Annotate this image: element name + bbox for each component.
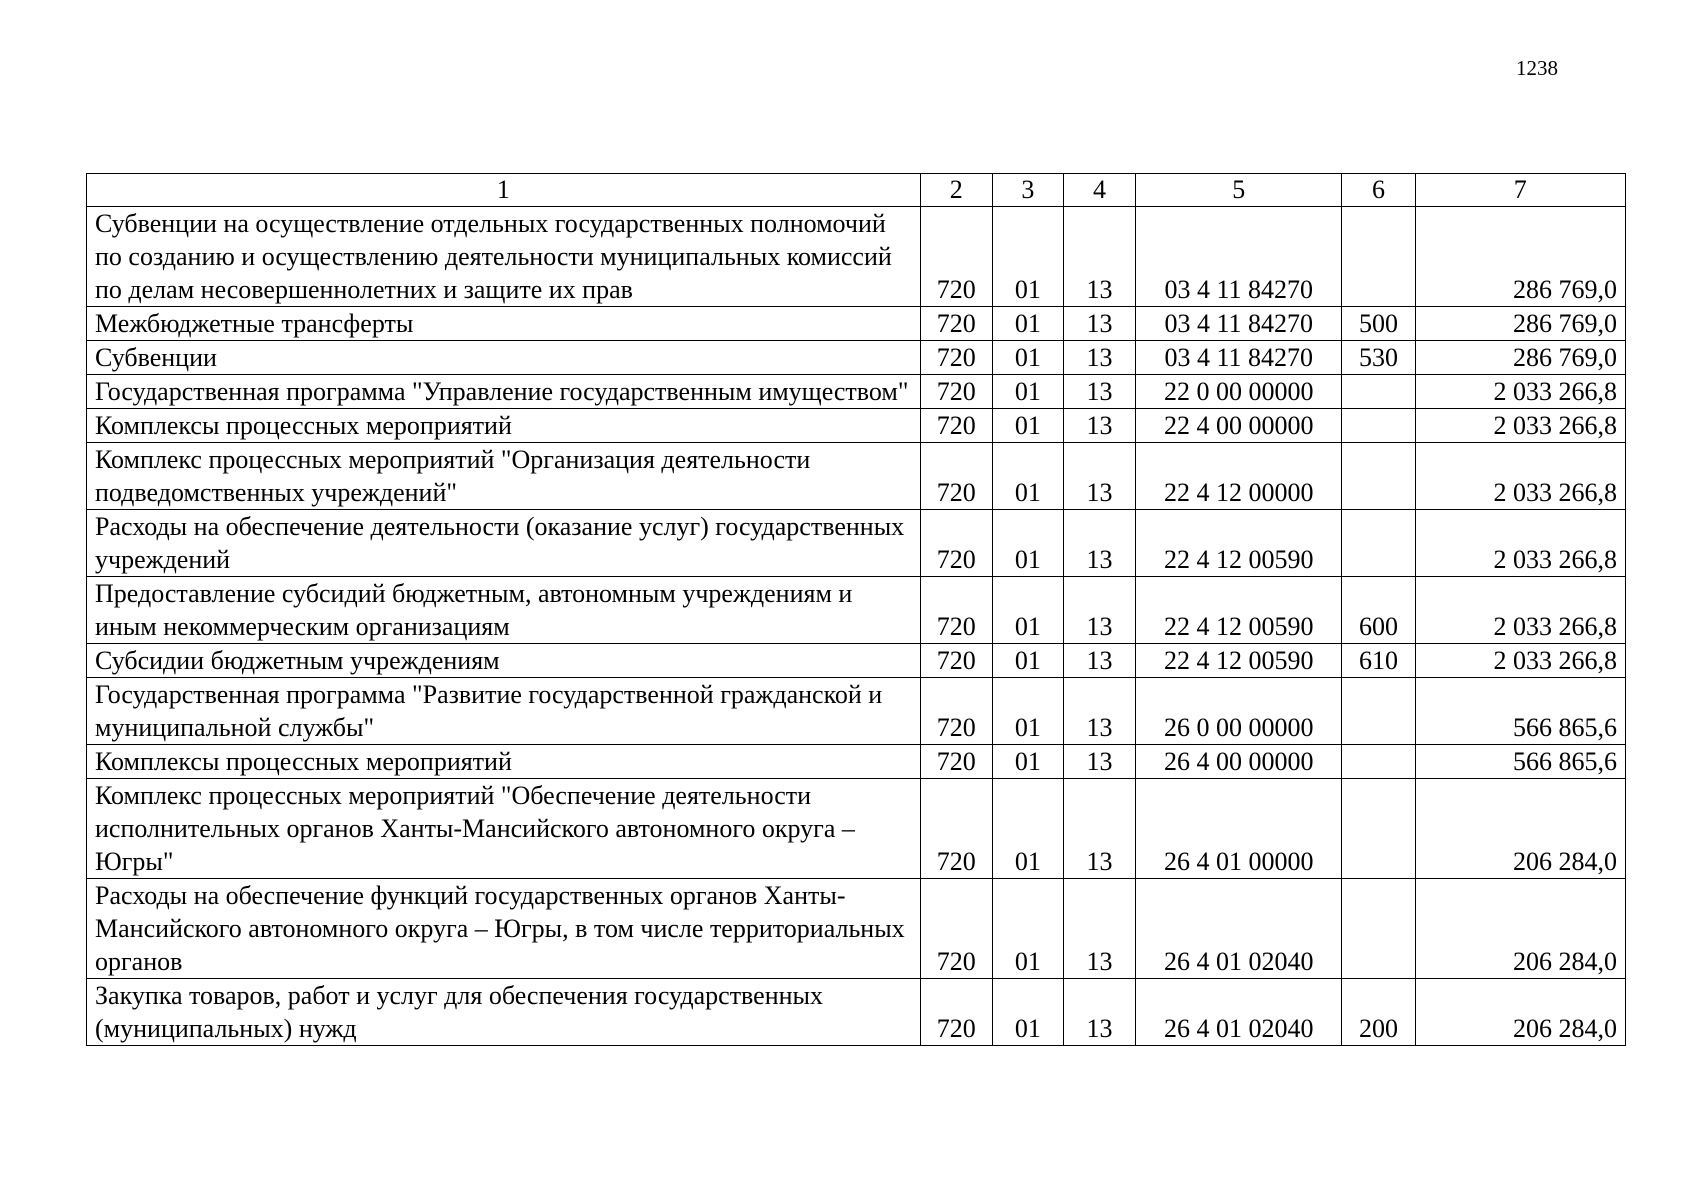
table-row xyxy=(87,207,1626,307)
expense-type-code xyxy=(1342,745,1415,779)
target-article-code: 03 4 11 84270 xyxy=(1136,307,1342,341)
item-name: Предоставление субсидий бюджетным, автономным учреждениям и иным некоммерческим организациям xyxy=(87,577,921,644)
section-code: 01 xyxy=(992,443,1063,510)
subsection-code: 13 xyxy=(1063,510,1135,577)
section-code: 01 xyxy=(992,577,1063,644)
expense-type-code xyxy=(1342,375,1415,409)
amount: 206 284,0 xyxy=(1415,779,1625,879)
expense-type-code xyxy=(1342,510,1415,577)
item-name: Государственная программа "Развитие государственной гражданской и муниципальной службы" xyxy=(87,678,921,745)
amount: 206 284,0 xyxy=(1415,879,1625,979)
target-article-code: 03 4 11 84270 xyxy=(1136,341,1342,375)
column-header-3: 3 xyxy=(992,174,1063,207)
table-row xyxy=(87,510,1626,577)
expense-type-code xyxy=(1342,443,1415,510)
ministry-code: 720 xyxy=(920,779,992,879)
subsection-code: 13 xyxy=(1063,341,1135,375)
section-code: 01 xyxy=(992,207,1063,307)
column-header-6: 6 xyxy=(1342,174,1415,207)
amount: 206 284,0 xyxy=(1415,979,1625,1046)
ministry-code: 720 xyxy=(920,510,992,577)
ministry-code: 720 xyxy=(920,644,992,678)
amount: 566 865,6 xyxy=(1415,745,1625,779)
item-name: Комплексы процессных мероприятий xyxy=(87,745,921,779)
subsection-code: 13 xyxy=(1063,678,1135,745)
table-row xyxy=(87,375,1626,409)
table-row xyxy=(87,307,1626,341)
item-name: Государственная программа "Управление государственным имуществом" xyxy=(87,375,921,409)
section-code: 01 xyxy=(992,307,1063,341)
section-code: 01 xyxy=(992,745,1063,779)
item-name: Расходы на обеспечение деятельности (оказание услуг) государственных учреждений xyxy=(87,510,921,577)
page-number: 1238 xyxy=(1516,56,1558,80)
table-row xyxy=(87,577,1626,644)
expense-type-code xyxy=(1342,409,1415,443)
target-article-code: 26 4 00 00000 xyxy=(1136,745,1342,779)
subsection-code: 13 xyxy=(1063,577,1135,644)
ministry-code: 720 xyxy=(920,745,992,779)
section-code: 01 xyxy=(992,644,1063,678)
item-name: Комплекс процессных мероприятий "Обеспечение деятельности исполнительных органов Ханты-Мансийского автономного округа – Югры" xyxy=(87,779,921,879)
column-header-2: 2 xyxy=(920,174,992,207)
target-article-code: 22 4 00 00000 xyxy=(1136,409,1342,443)
target-article-code: 22 4 12 00000 xyxy=(1136,443,1342,510)
expense-type-code: 610 xyxy=(1342,644,1415,678)
section-code: 01 xyxy=(992,375,1063,409)
column-header-5: 5 xyxy=(1136,174,1342,207)
subsection-code: 13 xyxy=(1063,879,1135,979)
amount: 2 033 266,8 xyxy=(1415,577,1625,644)
target-article-code: 22 4 12 00590 xyxy=(1136,510,1342,577)
budget-table xyxy=(86,173,1626,1046)
table-row xyxy=(87,409,1626,443)
target-article-code: 26 0 00 00000 xyxy=(1136,678,1342,745)
amount: 566 865,6 xyxy=(1415,678,1625,745)
subsection-code: 13 xyxy=(1063,979,1135,1046)
item-name: Субвенции xyxy=(87,341,921,375)
section-code: 01 xyxy=(992,979,1063,1046)
expense-type-code: 200 xyxy=(1342,979,1415,1046)
item-name: Субсидии бюджетным учреждениям xyxy=(87,644,921,678)
amount: 2 033 266,8 xyxy=(1415,409,1625,443)
target-article-code: 03 4 11 84270 xyxy=(1136,207,1342,307)
subsection-code: 13 xyxy=(1063,779,1135,879)
table-row xyxy=(87,644,1626,678)
expense-type-code: 500 xyxy=(1342,307,1415,341)
ministry-code: 720 xyxy=(920,207,992,307)
target-article-code: 26 4 01 02040 xyxy=(1136,879,1342,979)
item-name: Закупка товаров, работ и услуг для обеспечения государственных (муниципальных) нужд xyxy=(87,979,921,1046)
ministry-code: 720 xyxy=(920,678,992,745)
table-row xyxy=(87,879,1626,979)
expense-type-code xyxy=(1342,879,1415,979)
subsection-code: 13 xyxy=(1063,307,1135,341)
amount: 2 033 266,8 xyxy=(1415,443,1625,510)
column-header-1: 1 xyxy=(87,174,921,207)
header-row xyxy=(87,174,1626,207)
ministry-code: 720 xyxy=(920,879,992,979)
amount: 286 769,0 xyxy=(1415,341,1625,375)
ministry-code: 720 xyxy=(920,979,992,1046)
amount: 286 769,0 xyxy=(1415,307,1625,341)
target-article-code: 26 4 01 02040 xyxy=(1136,979,1342,1046)
subsection-code: 13 xyxy=(1063,207,1135,307)
table-row xyxy=(87,678,1626,745)
expense-type-code xyxy=(1342,678,1415,745)
ministry-code: 720 xyxy=(920,443,992,510)
target-article-code: 22 4 12 00590 xyxy=(1136,644,1342,678)
expense-type-code xyxy=(1342,207,1415,307)
amount: 286 769,0 xyxy=(1415,207,1625,307)
item-name: Комплексы процессных мероприятий xyxy=(87,409,921,443)
subsection-code: 13 xyxy=(1063,745,1135,779)
ministry-code: 720 xyxy=(920,375,992,409)
ministry-code: 720 xyxy=(920,409,992,443)
target-article-code: 22 4 12 00590 xyxy=(1136,577,1342,644)
item-name: Субвенции на осуществление отдельных государственных полномочий по созданию и осуществлению деятельности муниципальных комиссий по делам несовершеннолетних и защите их прав xyxy=(87,207,921,307)
table-row xyxy=(87,745,1626,779)
column-header-7: 7 xyxy=(1415,174,1625,207)
section-code: 01 xyxy=(992,409,1063,443)
table-row xyxy=(87,443,1626,510)
column-header-4: 4 xyxy=(1063,174,1135,207)
section-code: 01 xyxy=(992,779,1063,879)
table-row xyxy=(87,341,1626,375)
target-article-code: 26 4 01 00000 xyxy=(1136,779,1342,879)
section-code: 01 xyxy=(992,879,1063,979)
ministry-code: 720 xyxy=(920,307,992,341)
target-article-code: 22 0 00 00000 xyxy=(1136,375,1342,409)
expense-type-code: 530 xyxy=(1342,341,1415,375)
item-name: Комплекс процессных мероприятий "Организация деятельности подведомственных учреждений" xyxy=(87,443,921,510)
amount: 2 033 266,8 xyxy=(1415,510,1625,577)
section-code: 01 xyxy=(992,510,1063,577)
table-row xyxy=(87,979,1626,1046)
section-code: 01 xyxy=(992,341,1063,375)
subsection-code: 13 xyxy=(1063,375,1135,409)
subsection-code: 13 xyxy=(1063,644,1135,678)
item-name: Межбюджетные трансферты xyxy=(87,307,921,341)
subsection-code: 13 xyxy=(1063,409,1135,443)
section-code: 01 xyxy=(992,678,1063,745)
ministry-code: 720 xyxy=(920,341,992,375)
item-name: Расходы на обеспечение функций государственных органов Ханты-Мансийского автономного округа – Югры, в том числе территориальных органов xyxy=(87,879,921,979)
ministry-code: 720 xyxy=(920,577,992,644)
table-row xyxy=(87,779,1626,879)
subsection-code: 13 xyxy=(1063,443,1135,510)
table-body xyxy=(87,207,1626,1046)
amount: 2 033 266,8 xyxy=(1415,644,1625,678)
expense-type-code xyxy=(1342,779,1415,879)
amount: 2 033 266,8 xyxy=(1415,375,1625,409)
table-header xyxy=(87,174,1626,207)
expense-type-code: 600 xyxy=(1342,577,1415,644)
